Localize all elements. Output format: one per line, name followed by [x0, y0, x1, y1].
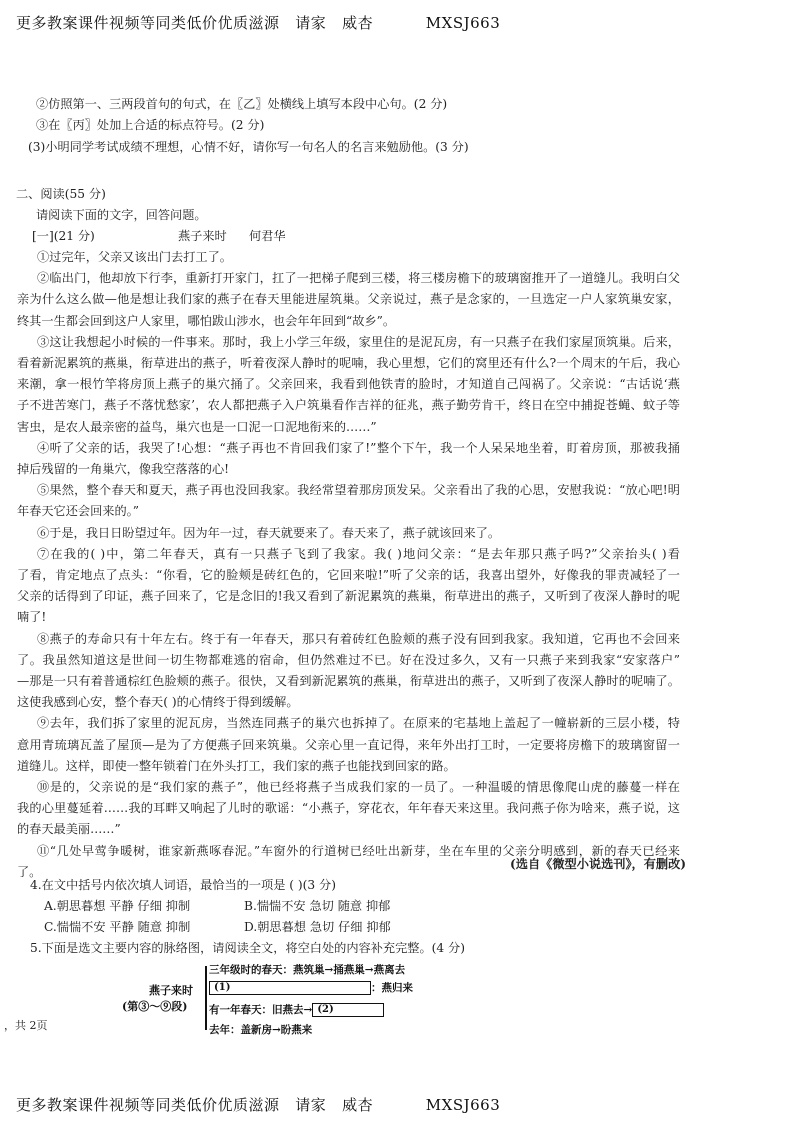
diagram-subtitle: (第③～⑨段) — [122, 1000, 188, 1013]
diagram-blank-1[interactable]: (1) — [209, 981, 371, 995]
article-line: ⑤果然，整个春天和夏天，燕子再也没回我家。我经常望着那房顶发呆。父亲看出了我的心思，安慰我说：“放心吧!明 — [37, 483, 680, 497]
question-4-option-a: A.朝思暮想 平静 仔细 抑制 — [44, 899, 191, 913]
article-title: 燕子来时 — [178, 229, 227, 243]
diagram-title: 燕子来时 — [149, 984, 193, 997]
article-line: 终其一生都会回到这户人家里，哪怕跋山涉水，也会年年回到“故乡”。 — [17, 314, 396, 328]
article-line: 子不进苦寒门，燕子不落忧愁家’，农人都把燕子入户筑巢看作吉祥的征兆，燕子勤劳肯干，终日在空中捕捉苍蝇、蚊子等 — [17, 398, 680, 412]
article-line: 这使我感到心安，整个春天( )的心情终于得到缓解。 — [17, 695, 299, 709]
article-line: ④听了父亲的话，我哭了!心想：“燕子再也不肯回我们家了!”整个下午，我一个人呆呆地坐着，盯着房顶，那被我捅 — [37, 441, 680, 455]
question-3-line: ③在〖丙〗处加上合适的标点符号。(2 分) — [36, 118, 265, 132]
part-label: [一](21 分) — [32, 229, 95, 243]
diagram-row-4: 去年：盖新房→盼燕来 — [209, 1024, 313, 1036]
reading-instruction: 请阅读下面的文字，回答问题。 — [36, 208, 207, 222]
article-line: ⑥于是，我日日盼望过年。因为年一过，春天就要来了。春天来了，燕子就该回来了。 — [37, 526, 501, 540]
article-line: ⑨去年，我们拆了家里的泥瓦房，当然连同燕子的巢穴也拆掉了。在原来的宅基地上盖起了一幢崭新的三层小楼，特 — [37, 716, 680, 730]
diagram-blank-2[interactable]: (2) — [312, 1003, 384, 1017]
diagram-row-3-start: 有一年春天：旧燕去→ — [209, 1004, 313, 1016]
article-line: ③这让我想起小时候的一件事来。那时，我上小学三年级，家里住的是泥瓦房，有一只燕子在我们家屋顶筑巢。后来， — [37, 335, 680, 349]
article-line: 了。我虽然知道这是世间一切生物都难逃的宿命，但仍然难过不已。好在没过多久，又有一只燕子来到我家“安家落户” — [17, 653, 680, 667]
article-line: 害虫，是农人最亲密的益鸟，巢穴也是一口泥一口泥地衔来的……” — [17, 420, 377, 434]
article-line: 掉后残留的一角巢穴，像我空落落的心! — [17, 462, 230, 476]
diagram-row-3 — [209, 1002, 384, 1017]
article-line: 看着新泥累筑的燕巢，衔草进出的燕子，听着夜深人静时的呢喃，我心里想，它们的窝里还有什么?一个周末的午后，我心 — [17, 356, 680, 370]
section-title: 二、阅读(55 分) — [16, 187, 106, 201]
article-line: —那是一只有着普通棕红色脸颊的燕子。很快，又看到新泥累筑的燕巢，衔草进出的燕子，又听到了夜深人静时的呢喃了。 — [17, 674, 680, 688]
article-line: 了看，肯定地点了点头：“你看，它的脸颊是砖红色的，它回来啦!”听了父亲的话，我喜出望外，好像我的罪责减轻了一 — [17, 568, 680, 582]
question-3b-line: (3)小明同学考试成绩不理想，心情不好，请你写一句名人的名言来勉励他。(3 分) — [28, 140, 469, 154]
article-line: ⑪“几处早莺争暖树，谁家新燕啄春泥。”车窗外的行道树已经吐出新芽，坐在车里的父亲分明感到，新的春天已经来 — [37, 844, 680, 858]
article-line: 亲为什么这么做—他是想让我们家的燕子在春天里能进屋筑巢。父亲说过，燕子是念家的，一旦选定一户人家筑巢安家， — [17, 292, 680, 306]
article-line: 的春天最美丽……” — [17, 822, 121, 836]
question-4-option-b: B.惴惴不安 急切 随意 抑郁 — [244, 899, 391, 913]
article-source: (选自《微型小说选刊》，有删改) — [510, 857, 687, 871]
article-line: ②临出门，他却放下行李，重新打开家门，扛了一把梯子爬到三楼，将三楼房檐下的玻璃窗推开了一道缝儿。我明白父 — [37, 271, 680, 285]
article-line: ①过完年，父亲又该出门去打工了。 — [37, 250, 232, 264]
page-count: ，共 2页 — [4, 1019, 48, 1032]
article-line: 我的心里蔓延着……我的耳畔又响起了儿时的歌谣：“小燕子，穿花衣，年年春天来这里。我问燕子你为啥来，燕子说，这 — [17, 801, 680, 815]
diagram-row-2 — [209, 980, 413, 995]
diagram-row-1: 三年级时的春天：燕筑巢→捅燕巢→燕离去 — [209, 964, 406, 976]
article-line: 意用青琉璃瓦盖了屋顶—是为了方便燕子回来筑巢。父亲心里一直记得，来年外出打工时，一定要将房檐下的玻璃窗留一 — [17, 738, 680, 752]
top-watermark-text: 更多教案课件视频等同类低价优质滋源 请家 威杏 MXSJ663 — [16, 14, 501, 32]
diagram-row-2-end: ：燕归来 — [371, 982, 413, 994]
bottom-watermark-text: 更多教案课件视频等同类低价优质滋源 请家 威杏 MXSJ663 — [16, 1096, 501, 1114]
question-4-option-c: C.惴惴不安 平静 随意 抑制 — [44, 920, 191, 934]
question-4-option-d: D.朝思暮想 急切 仔细 抑郁 — [244, 920, 391, 934]
article-line: 来潮，拿一根竹竿将房顶上燕子的巢穴捅了。父亲回来，我看到他铁青的脸时，才知道自己闯祸了。父亲说：“古话说‘燕 — [17, 377, 680, 391]
article-line: ⑩是的，父亲说的是“我们家的燕子”，他已经将燕子当成我们家的一员了。一种温暖的情思像爬山虎的藤蔓一样在 — [37, 780, 680, 794]
article-line: 年春天它还会回来的。” — [17, 504, 140, 518]
article-line: ⑦在我的( )中，第二年春天，真有一只燕子飞到了我家。我( )地问父亲：“是去年那只燕子吗?”父亲抬头( )看 — [37, 547, 680, 561]
question-4: 4.在文中括号内依次填人词语，最恰当的一项是 ( )(3 分) — [30, 878, 336, 892]
question-2-line: ②仿照第一、三两段首句的句式，在〖乙〗处横线上填写本段中心句。(2 分) — [36, 97, 448, 111]
diagram-bracket — [205, 966, 207, 1030]
question-5: 5.下面是选文主要内容的脉络图，请阅读全文，将空白处的内容补充完整。(4 分) — [30, 941, 465, 955]
article-line: 道缝儿。这样，即使一整年锁着门在外头打工，我们家的燕子也能找到回家的路。 — [17, 759, 456, 773]
article-line: 了。 — [17, 865, 42, 879]
article-author: 何君华 — [249, 229, 286, 243]
article-line: 父亲的话得到了印证，燕子回来了，它是念旧的!我又看到了新泥累筑的燕巢，衔草进出的燕子，又听到了夜深人静时的呢 — [17, 589, 680, 603]
article-line: ⑧燕子的寿命只有十年左右。终于有一年春天，那只有着砖红色脸颊的燕子没有回到我家。我知道，它再也不会回来 — [37, 632, 680, 646]
article-line: 喃了! — [17, 610, 47, 624]
